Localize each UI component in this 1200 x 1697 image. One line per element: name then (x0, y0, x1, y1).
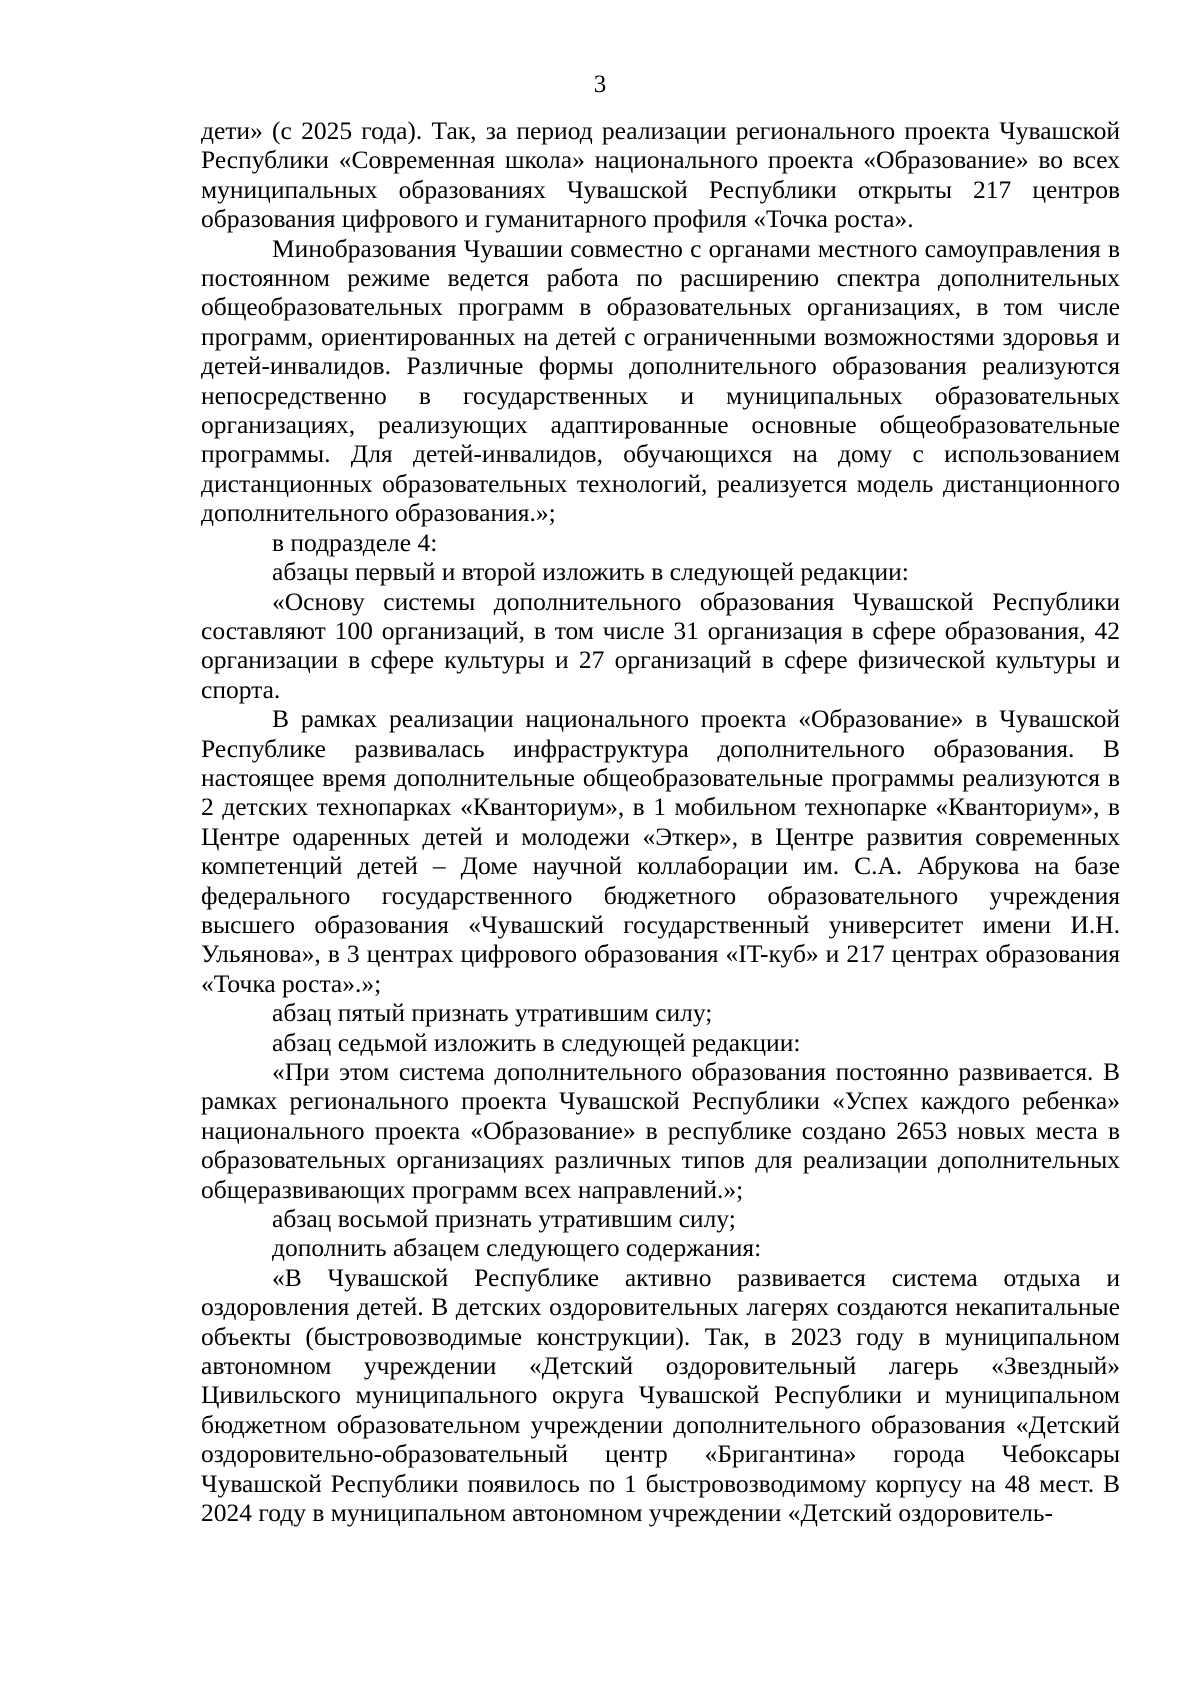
paragraph: «Основу системы дополнительного образования Чувашской Республики составляют 100 организаций, в том числе 31 организация в сфере образования, 42 организации в сфере культуры и 27 организаций в сфере физической культуры и спорта. (201, 586, 1120, 704)
paragraph: в подразделе 4: (272, 527, 438, 557)
paragraph: «При этом система дополнительного образования постоянно развивается. В рамках регионального проекта Чувашской Республики «Успех каждого ребенка» национального проекта «Образование» в республике создано 2653 новых места в образовательных организациях различных типов для реализации дополнительных общеразвивающих программ всех направлений.»; (201, 1057, 1120, 1204)
document-body (201, 116, 1120, 1528)
paragraph: абзац седьмой изложить в следующей редакции: (272, 1027, 801, 1057)
paragraph: Минобразования Чувашии совместно с органами местного самоуправления в постоянном режиме ведется работа по расширению спектра дополнительных общеобразовательных программ в образовательных организациях, в том числе программ, ориентированных на детей с ограниченными возможностями здоровья и детей-инвалидов. Различные формы дополнительного образования реализуются непосредственно в государственных и муниципальных образовательных организациях, реализующих адаптированные основные общеобразовательные программы. Для детей-инвалидов, обучающихся на дому с использованием дистанционных образовательных технологий, реализуется модель дистанционного дополнительного образования.»; (201, 233, 1120, 528)
page-number: 3 (593, 71, 607, 98)
paragraph: абзац восьмой признать утратившим силу; (272, 1204, 736, 1234)
paragraph-continuation: дети» (с 2025 года). Так, за период реализации регионального проекта Чувашской Республики «Современная школа» национального проекта «Образование» во всех муниципальных образованиях Чувашской Республики открыты 217 центров образования цифрового и гуманитарного профиля «Точка роста». (201, 116, 1120, 234)
paragraph: абзац пятый признать утратившим силу; (272, 998, 713, 1028)
paragraph: абзацы первый и второй изложить в следующей редакции: (272, 557, 909, 587)
paragraph: «В Чувашской Республике активно развивается система отдыха и оздоровления детей. В детских оздоровительных лагерях создаются некапитальные объекты (быстровозводимые конструкции). Так, в 2023 году в муниципальном автономном учреждении «Детский оздоровительный лагерь «Звездный» Цивильского муниципального округа Чувашской Республики и муниципальном бюджетном образовательном учреждении дополнительного образования «Детский оздоровительно-образовательный центр «Бригантина» города Чебоксары Чувашской Республики появилось по 1 быстровозводимому корпусу на 48 мест. В 2024 году в муниципальном автономном учреждении «Детский оздоровитель- (201, 1262, 1120, 1528)
paragraph: дополнить абзацем следующего содержания: (272, 1233, 762, 1263)
paragraph: В рамках реализации национального проекта «Образование» в Чувашской Республике развивалась инфраструктура дополнительного образования. В настоящее время дополнительные общеобразовательные программы реализуются в 2 детских технопарках «Кванториум», в 1 мобильном технопарке «Кванториум», в Центре одаренных детей и молодежи «Эткер», в Центре развития современных компетенций детей – Доме научной коллаборации им. С.А. Абрукова на базе федерального государственного бюджетного образовательного учреждения высшего образования «Чувашский государственный университет имени И.Н. Ульянова», в 3 центрах цифрового образования «IT-куб» и 217 центрах образования «Точка роста».»; (201, 704, 1120, 998)
